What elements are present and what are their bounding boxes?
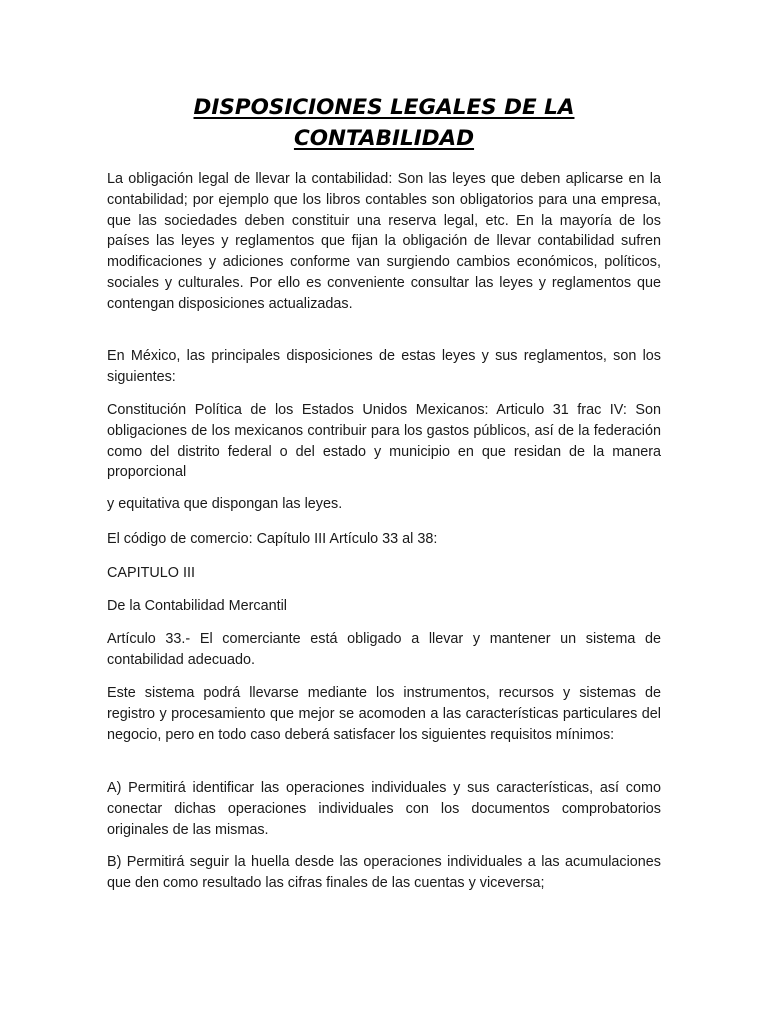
paragraph-equitativa: y equitativa que dispongan las leyes. xyxy=(107,496,343,512)
list-item-b: B) Permitirá seguir la huella desde las operaciones individuales a las acumulaciones que den como resultado las cifras finales de las cuentas y viceversa; xyxy=(107,854,661,891)
chapter-heading: CAPITULO III xyxy=(107,565,195,581)
document-title-line-2: CONTABILIDAD xyxy=(293,125,475,151)
paragraph-mexico-intro: En México, las principales disposiciones de estas leyes y sus reglamentos, son los siguientes: xyxy=(107,348,661,385)
document-title xyxy=(107,93,661,154)
paragraph-obligacion-legal: La obligación legal de llevar la contabilidad: Son las leyes que deben aplicarse en la contabilidad; por ejemplo que los libros contables son obligatorios para una empresa, que las sociedades deben constituir una reserva legal, etc. En la mayoría de los países las leyes y reglamentos que fijan la obligación de llevar contabilidad sufren modificaciones y adiciones conforme van surgiendo cambios económicos, políticos, sociales y culturales. Por ello es conveniente consultar las leyes y reglamentos que contengan disposiciones actualizadas. xyxy=(107,171,661,312)
paragraph-articulo-33: Artículo 33.- El comerciante está obligado a llevar y mantener un sistema de contabilidad adecuado. xyxy=(107,631,661,668)
list-item-a: A) Permitirá identificar las operaciones individuales y sus características, así como conectar dichas operaciones individuales con los documentos comprobatorios originales de las mismas. xyxy=(107,780,661,838)
paragraph-sistema: Este sistema podrá llevarse mediante los instrumentos, recursos y sistemas de registro y procesamiento que mejor se acomoden a las características particulares del negocio, pero en todo caso deberá satisfacer los siguientes requisitos mínimos: xyxy=(107,685,661,743)
chapter-subtitle: De la Contabilidad Mercantil xyxy=(107,598,287,614)
paragraph-codigo-comercio: El código de comercio: Capítulo III Artículo 33 al 38: xyxy=(107,531,438,547)
paragraph-constitucion: Constitución Política de los Estados Unidos Mexicanos: Articulo 31 frac IV: Son obligaciones de los mexicanos contribuir para los gastos públicos, así de la federación como del distrito federal o del estado y municipio en que residan de la manera proporcional xyxy=(107,402,661,481)
document-title-line-1: DISPOSICIONES LEGALES DE LA xyxy=(193,95,575,120)
